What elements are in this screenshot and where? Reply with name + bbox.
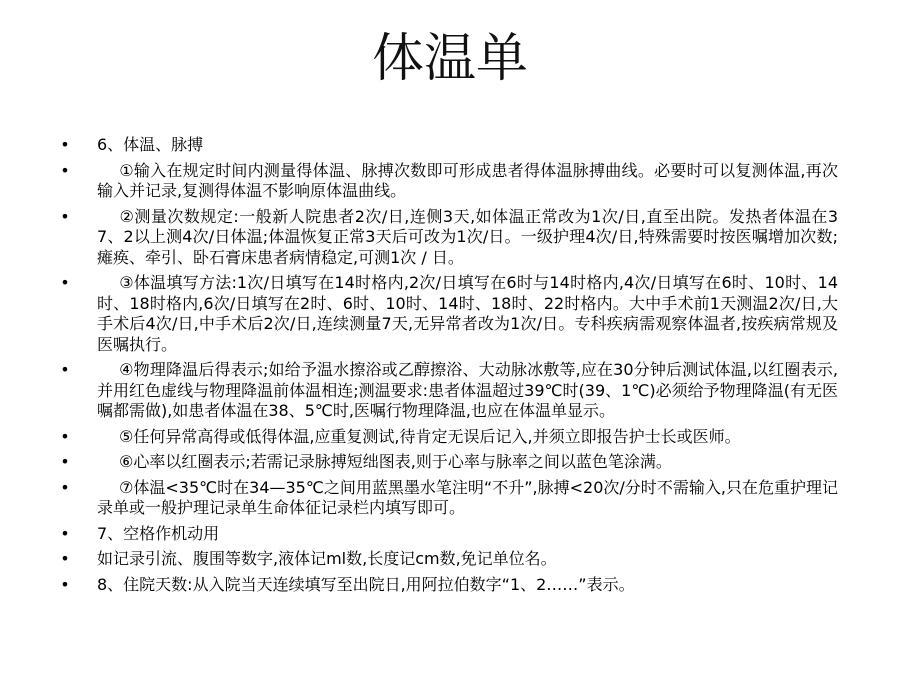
list-item [58, 427, 838, 448]
bullet-dot-icon: • [60, 574, 70, 594]
bullet-dot-icon: • [60, 160, 70, 180]
list-item [58, 135, 838, 156]
bullet-dot-icon: • [60, 135, 70, 154]
list-item-text: ③体温填写方法:1次/日填写在14时格内,2次/日填写在6时与14时格内,4次/日填写在6时、10时、14时、18时格内,6次/日填写在2时、6时、10时、14时、18时、22时格内。大中手术前1天测温2次/日,大手术后4次/日,中手术后2次/日,连续测量7天,无异常者改为1次/日。专科疾病需观察体温者,按疾病常规及医嘱执行。 [97, 273, 838, 354]
list-item-text: 7、空格作机动用 [97, 523, 220, 543]
list-item [58, 161, 838, 202]
bullet-dot-icon: • [60, 206, 70, 226]
list-item [58, 207, 838, 269]
list-item-text: 6、体温、脉搏 [97, 135, 204, 154]
list-item [58, 360, 838, 422]
bullet-dot-icon: • [60, 523, 70, 543]
list-item-text: ④物理降温后得表示;如给予温水擦浴或乙醇擦浴、大动脉冰敷等,应在30分钟后测试体温,以红圈表示,并用红色虚线与物理降温前体温相连;测温要求:患者体温超过39℃时(39、1℃)必须给予物理降温(有无医嘱都需做),如患者体温在38、5℃时,医嘱行物理降温,也应在体温单显示。 [97, 360, 838, 420]
list-item [58, 452, 838, 473]
bullet-dot-icon: • [60, 426, 70, 446]
list-item [58, 549, 838, 570]
list-item [58, 273, 838, 355]
list-item [58, 524, 838, 545]
bullet-list [58, 135, 838, 600]
list-item-text: 8、住院天数:从入院当天连续填写至出院日,用阿拉伯数字“1、2……”表示。 [97, 574, 635, 594]
list-item-text: ①输入在规定时间内测量得体温、脉搏次数即可形成患者得体温脉搏曲线。必要时可以复测体温,再次输入并记录,复测得体温不影响原体温曲线。 [97, 160, 838, 200]
bullet-dot-icon: • [60, 360, 70, 379]
list-item-text: ⑥心率以红圈表示;若需记录脉搏短绌图表,则于心率与脉率之间以蓝色笔涂满。 [119, 452, 672, 471]
bullet-dot-icon: • [60, 477, 70, 497]
list-item-text: ⑦体温<35℃时在34—35℃之间用蓝黑墨水笔注明“不升”,脉搏<20次/分时不需输入,只在危重护理记录单或一般护理记录单生命体征记录栏内填写即可。 [97, 477, 838, 517]
list-item [58, 575, 838, 596]
list-item-text: ⑤任何异常高得或低得体温,应重复测试,待肯定无误后记入,并须立即报告护士长或医师。 [119, 426, 741, 446]
page-title: 体温单 [371, 29, 528, 89]
list-item [58, 478, 838, 519]
bullet-dot-icon: • [60, 452, 70, 471]
list-item-text: 如记录引流、腹围等数字,液体记ml数,长度记cm数,免记单位名。 [97, 549, 557, 568]
list-item-text: ②测量次数规定:一般新人院患者2次/日,连侧3天,如体温正常改为1次/日,直至出院。发热者体温在3 7、2以上测4次/日体温;体温恢复正常3天后可改为1次/日。一级护理4次/日,特殊需要时按医嘱增加次数;瘫痪、牵引、卧石膏床患者病情稳定,可测1次 / 日。 [97, 206, 838, 267]
bullet-dot-icon: • [60, 549, 70, 568]
bullet-dot-icon: • [60, 273, 70, 292]
